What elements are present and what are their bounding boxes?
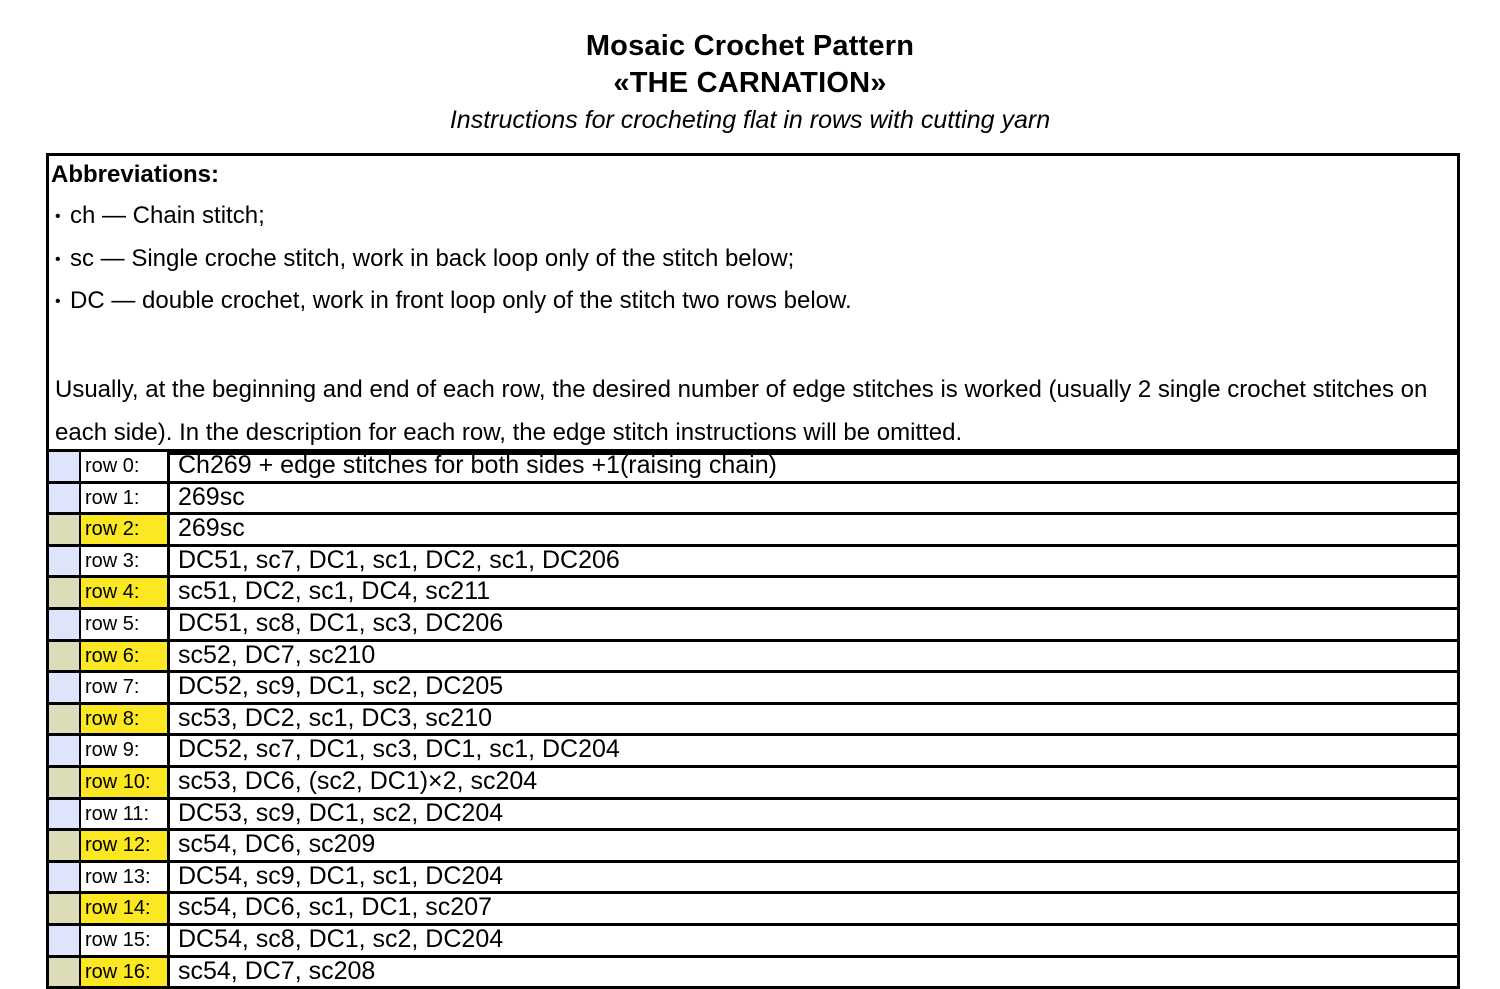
edge-stitch-note: Usually, at the beginning and end of each row, the desired number of edge stitches is worked (usually 2 single crochet stitches on each side). In the description for each row, the edge stitch instructions will be omitted. xyxy=(55,368,1445,454)
row-color-swatch xyxy=(49,894,81,923)
row-label: row 6: xyxy=(81,642,170,671)
row-color-swatch xyxy=(49,926,81,955)
abbreviations-heading: Abbreviations: xyxy=(51,160,219,190)
row-color-swatch xyxy=(49,863,81,892)
row-label: row 2: xyxy=(81,515,170,544)
row-label: row 1: xyxy=(81,484,170,513)
row-label: row 10: xyxy=(81,768,170,797)
abbreviation-text: ch — Chain stitch; xyxy=(70,202,265,229)
bullet-icon: • xyxy=(55,202,70,232)
table-row xyxy=(46,831,1460,863)
row-color-swatch xyxy=(49,768,81,797)
table-row xyxy=(46,547,1460,579)
table-row xyxy=(46,642,1460,674)
row-label: row 9: xyxy=(81,736,170,765)
table-row xyxy=(46,800,1460,832)
row-label: row 8: xyxy=(81,705,170,734)
row-label: row 13: xyxy=(81,863,170,892)
row-instruction: sc51, DC2, sc1, DC4, sc211 xyxy=(178,578,490,605)
row-color-swatch xyxy=(49,484,81,513)
row-label: row 4: xyxy=(81,578,170,607)
abbreviation-item xyxy=(55,244,794,275)
table-row xyxy=(46,673,1460,705)
abbreviation-text: sc — Single croche stitch, work in back loop only of the stitch below; xyxy=(70,245,794,272)
bullet-icon: • xyxy=(55,287,70,317)
bullet-icon: • xyxy=(55,245,70,275)
row-color-swatch xyxy=(49,800,81,829)
row-instruction: 269sc xyxy=(178,515,245,542)
pattern-name: «THE CARNATION» xyxy=(0,65,1500,102)
abbreviations-box xyxy=(46,153,1460,455)
row-color-swatch xyxy=(49,736,81,765)
row-instructions-table xyxy=(46,449,1460,989)
row-label: row 3: xyxy=(81,547,170,576)
row-label: row 15: xyxy=(81,926,170,955)
table-row xyxy=(46,449,1460,484)
row-instruction: DC53, sc9, DC1, sc2, DC204 xyxy=(178,800,503,827)
document-header xyxy=(0,28,1500,138)
abbreviation-item xyxy=(55,201,265,232)
pattern-title: Mosaic Crochet Pattern xyxy=(0,28,1500,65)
row-color-swatch xyxy=(49,547,81,576)
table-row xyxy=(46,926,1460,958)
row-instruction: sc54, DC6, sc209 xyxy=(178,831,375,858)
row-instruction: DC52, sc9, DC1, sc2, DC205 xyxy=(178,673,503,700)
row-instruction: DC51, sc7, DC1, sc1, DC2, sc1, DC206 xyxy=(178,547,620,574)
row-label: row 11: xyxy=(81,800,170,829)
row-color-swatch xyxy=(49,578,81,607)
table-row xyxy=(46,484,1460,516)
table-row xyxy=(46,863,1460,895)
row-instruction: DC54, sc8, DC1, sc2, DC204 xyxy=(178,926,503,953)
row-instruction: Ch269 + edge stitches for both sides +1(raising chain) xyxy=(178,452,777,479)
row-instruction: DC52, sc7, DC1, sc3, DC1, sc1, DC204 xyxy=(178,736,620,763)
row-instruction: sc53, DC2, sc1, DC3, sc210 xyxy=(178,705,492,732)
row-color-swatch xyxy=(49,831,81,860)
row-label: row 0: xyxy=(81,452,170,481)
row-instruction: sc52, DC7, sc210 xyxy=(178,642,375,669)
row-label: row 16: xyxy=(81,958,170,987)
row-color-swatch xyxy=(49,610,81,639)
pattern-subtitle: Instructions for crocheting flat in rows with cutting yarn xyxy=(0,102,1500,138)
row-label: row 7: xyxy=(81,673,170,702)
row-instruction: sc53, DC6, (sc2, DC1)×2, sc204 xyxy=(178,768,537,795)
row-label: row 14: xyxy=(81,894,170,923)
table-row xyxy=(46,894,1460,926)
row-instruction: sc54, DC6, sc1, DC1, sc207 xyxy=(178,894,492,921)
row-color-swatch xyxy=(49,642,81,671)
table-row xyxy=(46,515,1460,547)
table-row xyxy=(46,705,1460,737)
row-label: row 12: xyxy=(81,831,170,860)
abbreviation-text: DC — double crochet, work in front loop only of the stitch two rows below. xyxy=(70,287,852,314)
table-row xyxy=(46,610,1460,642)
row-instruction: 269sc xyxy=(178,484,245,511)
row-color-swatch xyxy=(49,705,81,734)
row-label: row 5: xyxy=(81,610,170,639)
table-row xyxy=(46,736,1460,768)
table-row xyxy=(46,958,1460,989)
row-instruction: DC51, sc8, DC1, sc3, DC206 xyxy=(178,610,503,637)
table-row xyxy=(46,578,1460,610)
abbreviation-item xyxy=(55,286,852,317)
table-row xyxy=(46,768,1460,800)
row-color-swatch xyxy=(49,673,81,702)
row-instruction: DC54, sc9, DC1, sc1, DC204 xyxy=(178,863,503,890)
row-color-swatch xyxy=(49,958,81,987)
row-instruction: sc54, DC7, sc208 xyxy=(178,958,375,985)
row-color-swatch xyxy=(49,452,81,481)
row-color-swatch xyxy=(49,515,81,544)
